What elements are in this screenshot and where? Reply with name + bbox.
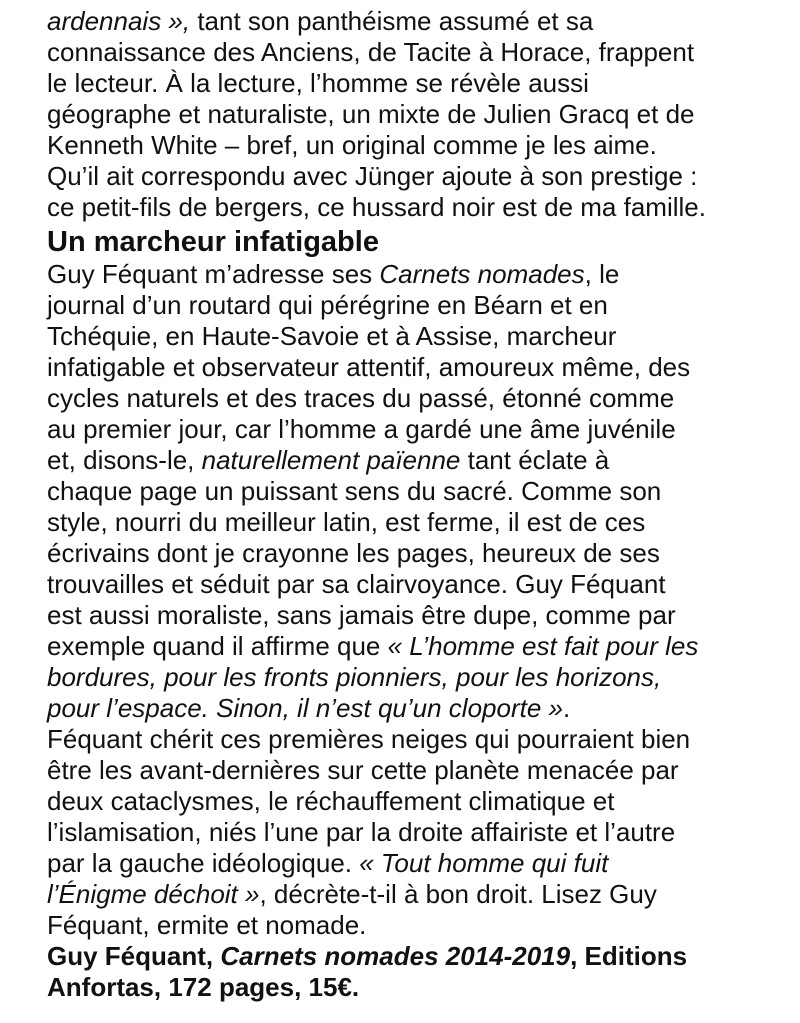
text-line [47,941,787,972]
text-run: écrivains dont je crayonne les pages, heureux de ses [47,538,660,568]
text-line [47,476,787,507]
article-page [47,6,787,1003]
italic-text: naturellement païenne [201,445,461,475]
text-line [47,786,787,817]
text-run: cycles naturels et des traces du passé, étonné comme [47,383,675,413]
text-line [47,879,787,910]
text-line [47,414,787,445]
text-line [47,848,787,879]
text-run: chaque page un puissant sens du sacré. Comme son [47,476,662,506]
text-run: connaissance des Anciens, de Tacite à Horace, frappent [47,37,695,67]
text-run: au premier jour, car l’homme a gardé une âme juvénile [47,414,676,444]
italic-text: l’Énigme déchoit » [47,879,260,909]
text-run: . [563,693,571,723]
text-line [47,662,787,693]
text-line [47,972,787,1003]
text-run: tant son panthéisme assumé et sa [190,6,594,36]
text-run: Féquant chérit ces premières neiges qui pourraient bien [47,724,691,754]
text-line [47,161,787,192]
text-run: deux cataclysmes, le réchauffement climatique et [47,786,615,816]
text-line [47,910,787,941]
text-line [47,755,787,786]
text-line [47,693,787,724]
text-line [47,352,787,383]
text-run: , le [584,259,620,289]
text-run: géographe et naturaliste, un mixte de Julien Gracq et de [47,99,695,129]
text-line [47,445,787,476]
text-run: être les avant-dernières sur cette planète menacée par [47,755,679,785]
text-line [47,538,787,569]
text-run: Kenneth White – bref, un original comme je les aime. [47,130,657,160]
italic-text: bordures, pour les fronts pionniers, pour les horizons, [47,662,662,692]
italic-text: « L’homme est fait pour les [387,631,699,661]
text-run: infatigable et observateur attentif, amoureux même, des [47,352,691,382]
text-line [47,631,787,662]
text-run: journal d’un routard qui pérégrine en Béarn et en [47,290,608,320]
text-run: ce petit-fils de bergers, ce hussard noir est de ma famille. [47,192,706,222]
text-run: est aussi moraliste, sans jamais être dupe, comme par [47,600,676,630]
text-run: Guy Féquant, [47,941,221,971]
italic-text: Carnets nomades [379,259,585,289]
italic-text: « Tout homme qui fuit [359,848,609,878]
text-line [47,290,787,321]
text-run: par la gauche idéologique. [47,848,360,878]
text-line [47,68,787,99]
text-run: et, disons-le, [47,445,202,475]
italic-text: Carnets nomades 2014-2019 [220,941,571,971]
text-run: Féquant, ermite et nomade. [47,910,367,940]
bibliography-reference [47,941,787,1003]
text-line [47,99,787,130]
text-line [47,6,787,37]
italic-text: pour l’espace. Sinon, il n’est qu’un cloporte » [47,693,563,723]
text-line [47,600,787,631]
text-run: le lecteur. À la lecture, l’homme se révèle aussi [47,68,589,98]
text-line [47,383,787,414]
text-run: Anfortas, 172 pages, 15€. [47,972,360,1002]
text-line [47,507,787,538]
text-run: style, nourri du meilleur latin, est ferme, il est de ces [47,507,646,537]
text-run: trouvailles et séduit par sa clairvoyance. Guy Féquant [47,569,666,599]
text-line [47,192,787,223]
text-run: , décrète-t-il à bon droit. Lisez Guy [259,879,657,909]
section-heading: Un marcheur infatigable [47,226,379,258]
text-line [47,130,787,161]
text-run: , Editions [570,941,688,971]
text-run: exemple quand il affirme que [47,631,388,661]
text-run: Qu’il ait correspondu avec Jünger ajoute à son prestige : [47,161,698,191]
text-run: Tchéquie, en Haute-Savoie et à Assise, marcheur [47,321,617,351]
text-line [47,724,787,755]
text-line [47,817,787,848]
intro-paragraph [47,6,787,223]
text-line [47,321,787,352]
text-run: tant éclate à [460,445,610,475]
text-run: Guy Féquant m’adresse ses [47,259,380,289]
text-run: l’islamisation, niés l’une par la droite affairiste et l’autre [47,817,676,847]
review-paragraph [47,259,787,941]
text-line [47,37,787,68]
text-line [47,259,787,290]
text-line [47,569,787,600]
italic-text: ardennais », [47,6,191,36]
